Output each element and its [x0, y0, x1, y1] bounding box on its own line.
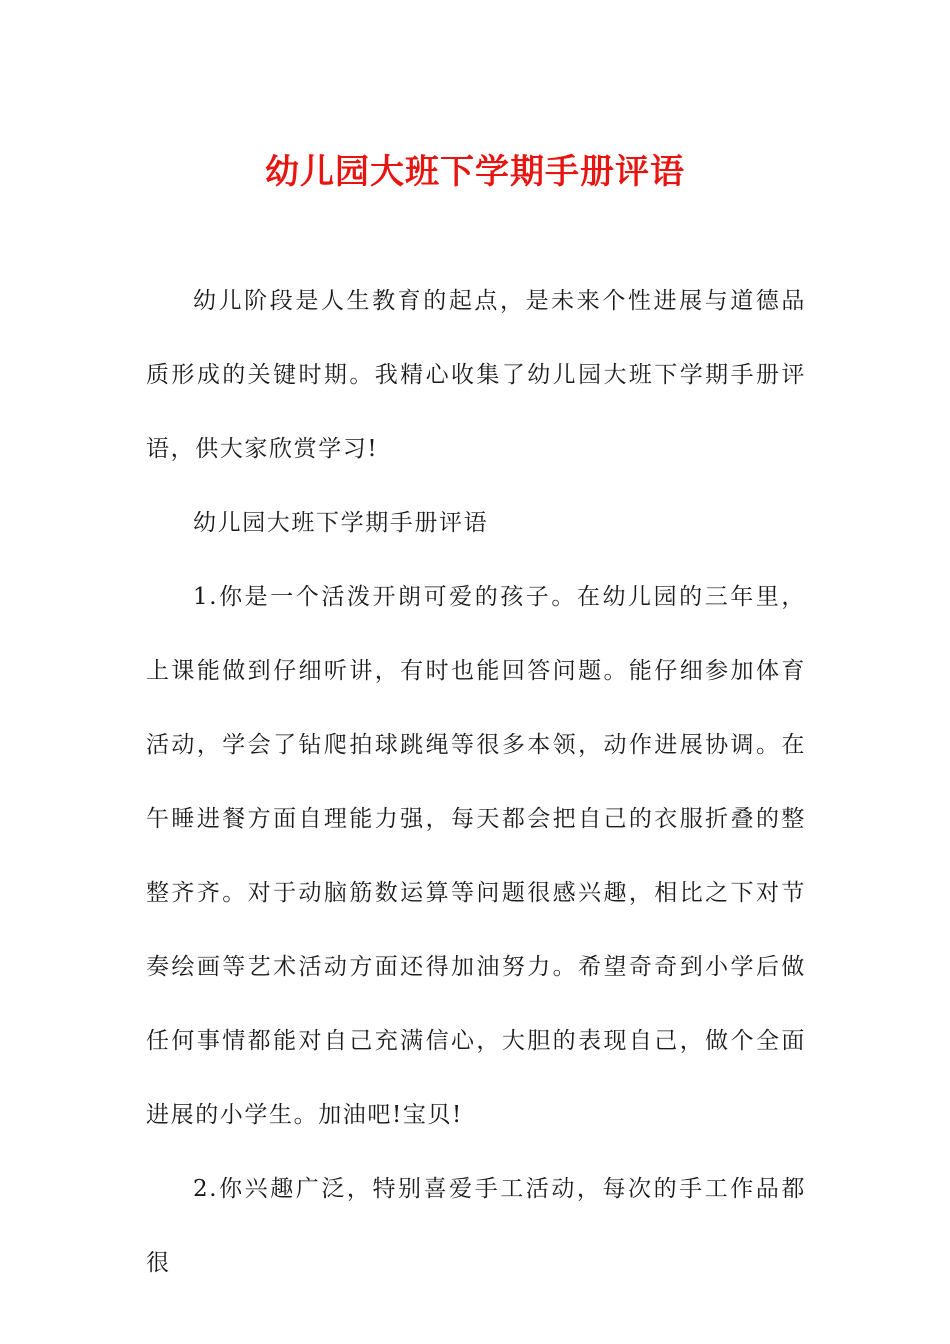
document-title: 幼儿园大班下学期手册评语 [265, 152, 685, 192]
section-heading: 幼儿园大班下学期手册评语 [193, 510, 489, 536]
comment-paragraph-1: 1.你是一个活泼开朗可爱的孩子。在幼儿园的三年里，上课能做到仔细听讲，有时也能回答问题。能仔细参加体育活动，学会了钻爬拍球跳绳等很多本领，动作进展协调。在午睡进餐方面自理能力强，每天都会把自己的衣服折叠的整整齐齐。对于动脑筋数运算等问题很感兴趣，相比之下对节奏绘画等艺术活动方面还得加油努力。希望奇奇到小学后做任何事情都能对自己充满信心，大胆的表现自己，做个全面进展的小学生。加油吧!宝贝! [146, 584, 806, 1128]
intro-paragraph: 幼儿阶段是人生教育的起点，是未来个性进展与道德品质形成的关键时期。我精心收集了幼儿园大班下学期手册评语，供大家欣赏学习! [146, 288, 806, 462]
comment-paragraph-2: 2.你兴趣广泛，特别喜爱手工活动，每次的手工作品都很 [146, 1176, 806, 1276]
document-body [146, 264, 806, 1300]
